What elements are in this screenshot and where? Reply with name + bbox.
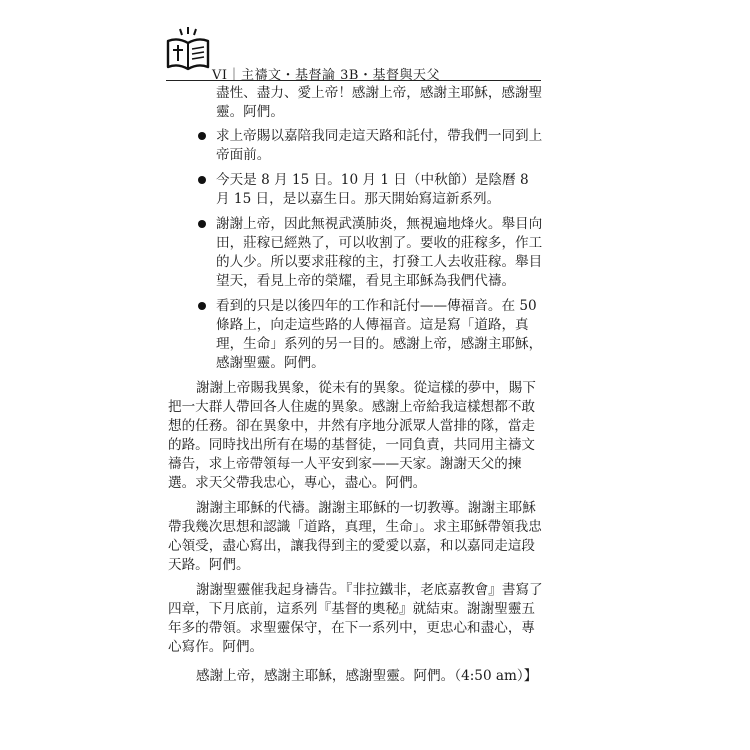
bullet-icon	[198, 176, 206, 184]
paragraph-vision: 謝謝上帝賜我異象，從未有的異象。從這樣的夢中，賜下把一大群人帶回各人住處的異象。感謝上帝給我這樣想都不敢想的任務。卻在異象中，井然有序地分派眾人當排的隊，當走的路。同時找出所有在場的基督徒，一同負責，共同用主禱文禱告，求上帝帶領每一人平安到家——天家。謝謝天父的揀選。求天父帶我忠心，專心，盡心。阿們。	[168, 380, 536, 491]
paragraph-spirit: 謝謝聖靈催我起身禱告。『非拉鐵非，老底嘉教會』書寫了四章，下月底前，這系列『基督的奧秘』就結束。謝謝聖靈五年多的帶領。求聖靈保守，在下一系列中，更忠心和盡心，專心寫作。阿們。	[168, 582, 543, 655]
bullet-icon	[198, 302, 206, 310]
list-item-text: 看到的只是以後四年的工作和託付——傳福音。在 50 條路上，向走這些路的人傳福音。這是寫「道路，真理，生命」系列的另一目的。感謝上帝，感謝主耶穌，感謝聖靈。阿們。	[216, 298, 543, 371]
running-header: VI｜主禱文・基督論 3B・基督與天父	[212, 68, 440, 83]
paragraph-jesus: 謝謝主耶穌的代禱。謝謝主耶穌的一切教導。謝謝主耶穌帶我幾次思想和認識「道路，真理，生命」。求主耶穌帶領我忠心領受，盡心寫出，讓我得到主的愛愛以嘉，和以嘉同走這段天路。阿們。	[168, 500, 542, 573]
closing-line: 感謝上帝，感謝主耶穌，感謝聖靈。阿們。（4:50 am）】	[196, 668, 538, 684]
bullet-icon	[198, 220, 206, 228]
list-item	[168, 297, 544, 373]
list-item-text: 求上帝賜以嘉陪我同走這天路和託付，帶我們一同到上帝面前。	[216, 128, 543, 163]
list-item-text: 今天是 8 月 15 日。10 月 1 日（中秋節）是陰曆 8 月 15 日，是以嘉生日。那天開始寫這新系列。	[216, 172, 529, 207]
bullet-icon	[198, 132, 206, 140]
list-item	[168, 171, 544, 209]
continued-bullet-text: 盡性、盡力、愛上帝！感謝上帝，感謝主耶穌，感謝聖靈。阿們。	[216, 85, 543, 120]
header-divider	[166, 80, 541, 81]
list-item-text: 謝謝上帝，因此無視武漢肺炎，無視遍地烽火。舉目向田，莊稼已經熟了，可以收割了。要收的莊稼多，作工的人少。所以要求莊稼的主，打發工人去收莊稼。舉目望天，看見上帝的榮耀，看見主耶穌為我們代禱。	[216, 216, 543, 289]
open-bible-icon	[166, 25, 210, 73]
bullet-list	[168, 127, 544, 373]
list-item	[168, 127, 544, 165]
list-item	[168, 215, 544, 291]
body-text	[168, 84, 544, 692]
